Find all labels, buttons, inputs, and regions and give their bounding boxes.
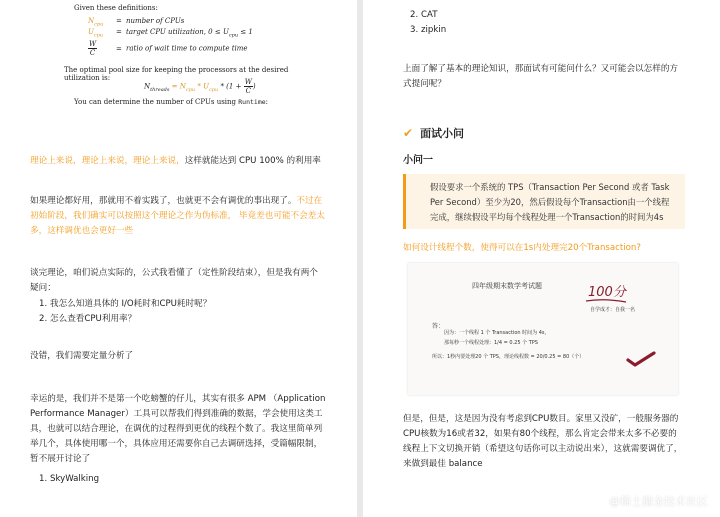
paragraph-apm: 幸运的是，我们并不是第一个吃螃蟹的仔儿，其实有很多 APM （Application Performance Manager）工具可以帮我们得到准确的数据，学会使用这类工具，也就可以结合理论，在调优的过程得到更优的线程个数了。我这里简单列举几个，具体使用哪一个，具体应用还需要你自己去调研选择，受篇幅限制，暂不展开讨论了 — [30, 394, 326, 464]
theory-emphasis: 理论上来说，理论上来说，理论上来说， — [30, 156, 185, 166]
paragraph-theory: 理论上来说，理论上来说，理论上来说，这样就能达到 CPU 100% 的利用率 — [30, 156, 321, 166]
score-underline — [584, 298, 628, 304]
list-item: 1. 我怎么知道具体的 I/O耗时和CPU耗时呢？ — [39, 299, 212, 309]
subsection-heading: 小问一 — [403, 155, 433, 166]
left-page — [0, 0, 357, 517]
paragraph-practice: 如果理论都好用，那就用不着实践了，也就更不会有调优的事出现了。不过在初始阶段，我们确实可以按照这个理论之作为伪标准， 毕竟差也可能不会差太多，这样调优也会更好一些 — [30, 196, 325, 236]
tools-list — [30, 472, 326, 487]
formula-equation: $N_{threads} = N_{cpu} * U_{cpu} * (1$ + $\frac{W}{C}$ ) — [144, 78, 256, 95]
def-wc: $\frac{W}{C}$ = ratio of wait time to compute time — [89, 40, 248, 57]
checkmark-icon: ✔ — [403, 126, 414, 140]
score-note: 自学成才：自我一名 — [590, 307, 636, 313]
question-text: 如何设计线程个数，使得可以在1s内处理完20个Transaction? — [403, 243, 641, 253]
answer-line-2: 那每秒一个线程处理：1/4 = 0.25 个 TPS — [444, 340, 538, 346]
paragraph-cpu: 但是，但是，这是因为没有考虑到CPU数目。家里又没矿，一般服务器的CPU核数为16或者32，如果有80个线程，那么肯定会带来太多不必要的线程上下文切换开销（希望这句话你可以主动说出来），这就需要调优了，来做到最佳 balance — [403, 414, 683, 469]
list-item: 3. zipkin — [410, 25, 447, 35]
formula-intro: Given these definitions: — [74, 4, 158, 12]
watermark: @稀土掘金技术社区 — [609, 495, 708, 508]
list-item: 2. 怎么查看CPU利用率？ — [39, 314, 137, 324]
questions-list — [30, 297, 326, 327]
paragraph-interview-intro: 上面了解了基本的理论知识，那面试有可能问什么？又可能会以怎样的方式提问呢？ — [403, 64, 679, 89]
exam-paper-image — [408, 263, 678, 395]
right-page — [363, 0, 720, 517]
formula-runtime-text: You can determine the number of CPUs using Runtime: — [74, 98, 269, 106]
paragraph-questions-intro: 谈完理论，咱们说点实际的，公式我看懂了（定性阶段结束），但是我有两个疑问： — [30, 268, 318, 293]
blockquote: 假设要求一个系统的 TPS（Transaction Per Second 或者 Task Per Second）至少为20，然后假设每个Transaction由一个线程完成，继续假设平均每个线程处理一个Transaction的时间为4s — [403, 174, 685, 229]
formula-optimal-text: The optimal pool size for keeping the processors at the desired utilization is: — [64, 66, 289, 82]
def-ucpu: $U_{cpu}$ = target CPU utilization, $0 \le U_{cpu} \le 1$ — [88, 28, 253, 39]
check-tick-icon — [626, 351, 656, 367]
paragraph-quant: 没错，我们需要定量分析了 — [30, 351, 134, 361]
answer-label: 答： — [432, 323, 445, 330]
answer-line-3: 所以：1秒内要处理20 个 TPS，理论线程数 = 20/0.25 = 80（个） — [432, 354, 585, 360]
score-mark: 100分 — [588, 285, 626, 300]
practice-emphasis: 不过在初始阶段，我们确实可以按照这个理论之作为伪标准， 毕竟差也可能不会差太多，这样调优也会更好一些 — [30, 196, 325, 236]
tools-list-continued — [401, 8, 681, 38]
answer-line-1: 因为：一个线程 1 个 Transaction 时间为 4s， — [444, 330, 550, 336]
list-item: 2. CAT — [410, 10, 438, 20]
section-heading: ✔ 面试小问 — [403, 126, 465, 140]
def-ncpu: $N_{cpu}$ = number of CPUs — [88, 17, 185, 28]
list-item: 1. SkyWalking — [39, 474, 100, 484]
paper-title: 四年级期末数学考试题 — [472, 282, 542, 290]
